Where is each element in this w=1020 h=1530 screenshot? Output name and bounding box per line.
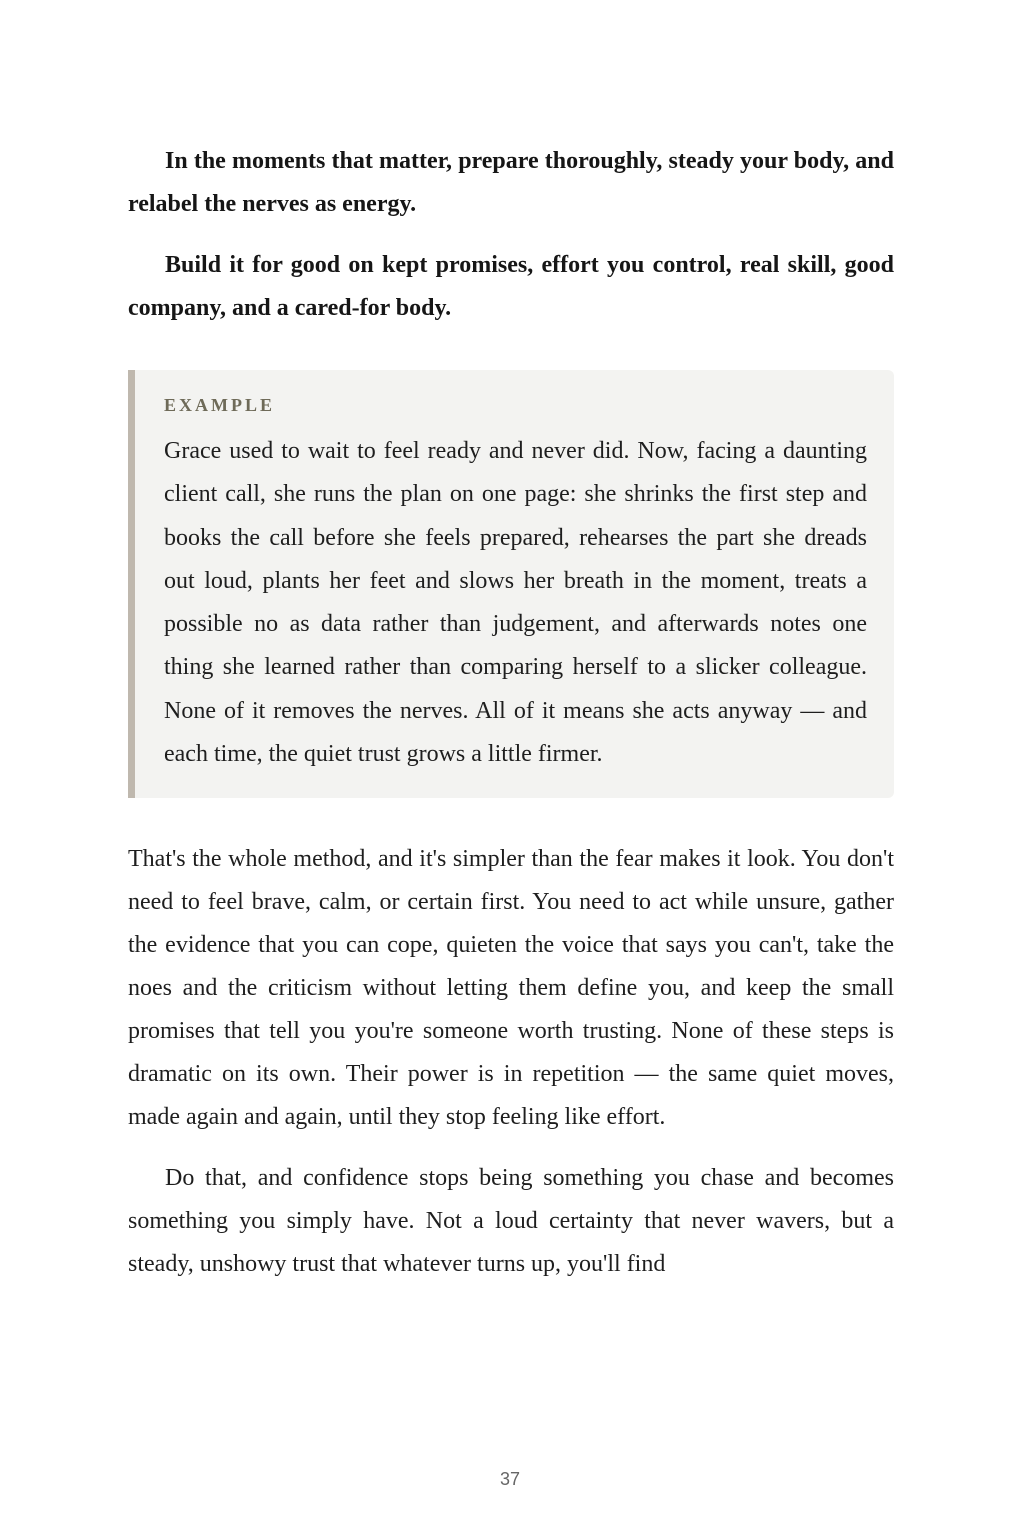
body-block bbox=[128, 838, 894, 1286]
summary-paragraph: Build it for good on kept promises, effort you control, real skill, good company, and a cared-for body. bbox=[128, 252, 894, 321]
page-number: 37 bbox=[499, 1469, 521, 1489]
body-paragraph: That's the whole method, and it's simpler than the fear makes it look. You don't need to feel brave, calm, or certain first. You need to act while unsure, gather the evidence that you can cope, quieten the voice that says you can't, take the noes and the criticism without letting them define you, and keep the small promises that tell you you're someone worth trusting. None of these steps is dramatic on its own. Their power is in repetition — the same quiet moves, made again and again, until they stop feeling like effort. bbox=[128, 846, 894, 1131]
example-text: Grace used to wait to feel ready and never did. Now, facing a daunting client call, she runs the plan on one page: she shrinks the first step and books the call before she feels prepared, rehearses the part she dreads out loud, plants her feet and slows her breath in the moment, treats a possible no as data rather than judgement, and afterwards notes one thing she learned rather than comparing herself to a slicker colleague. None of it removes the nerves. All of it means she acts anyway — and each time, the quiet trust grows a little firmer. bbox=[164, 438, 867, 768]
body-paragraph: Do that, and confidence stops being something you chase and becomes something you simply have. Not a loud certainty that never wavers, but a steady, unshowy trust that whatever turns up, you'll find bbox=[128, 1165, 894, 1278]
summary-block bbox=[128, 140, 894, 330]
example-callout bbox=[128, 370, 894, 798]
example-label: EXAMPLE bbox=[164, 395, 275, 415]
summary-paragraph: In the moments that matter, prepare thoroughly, steady your body, and relabel the nerves as energy. bbox=[128, 148, 894, 217]
page-content bbox=[128, 140, 894, 1286]
